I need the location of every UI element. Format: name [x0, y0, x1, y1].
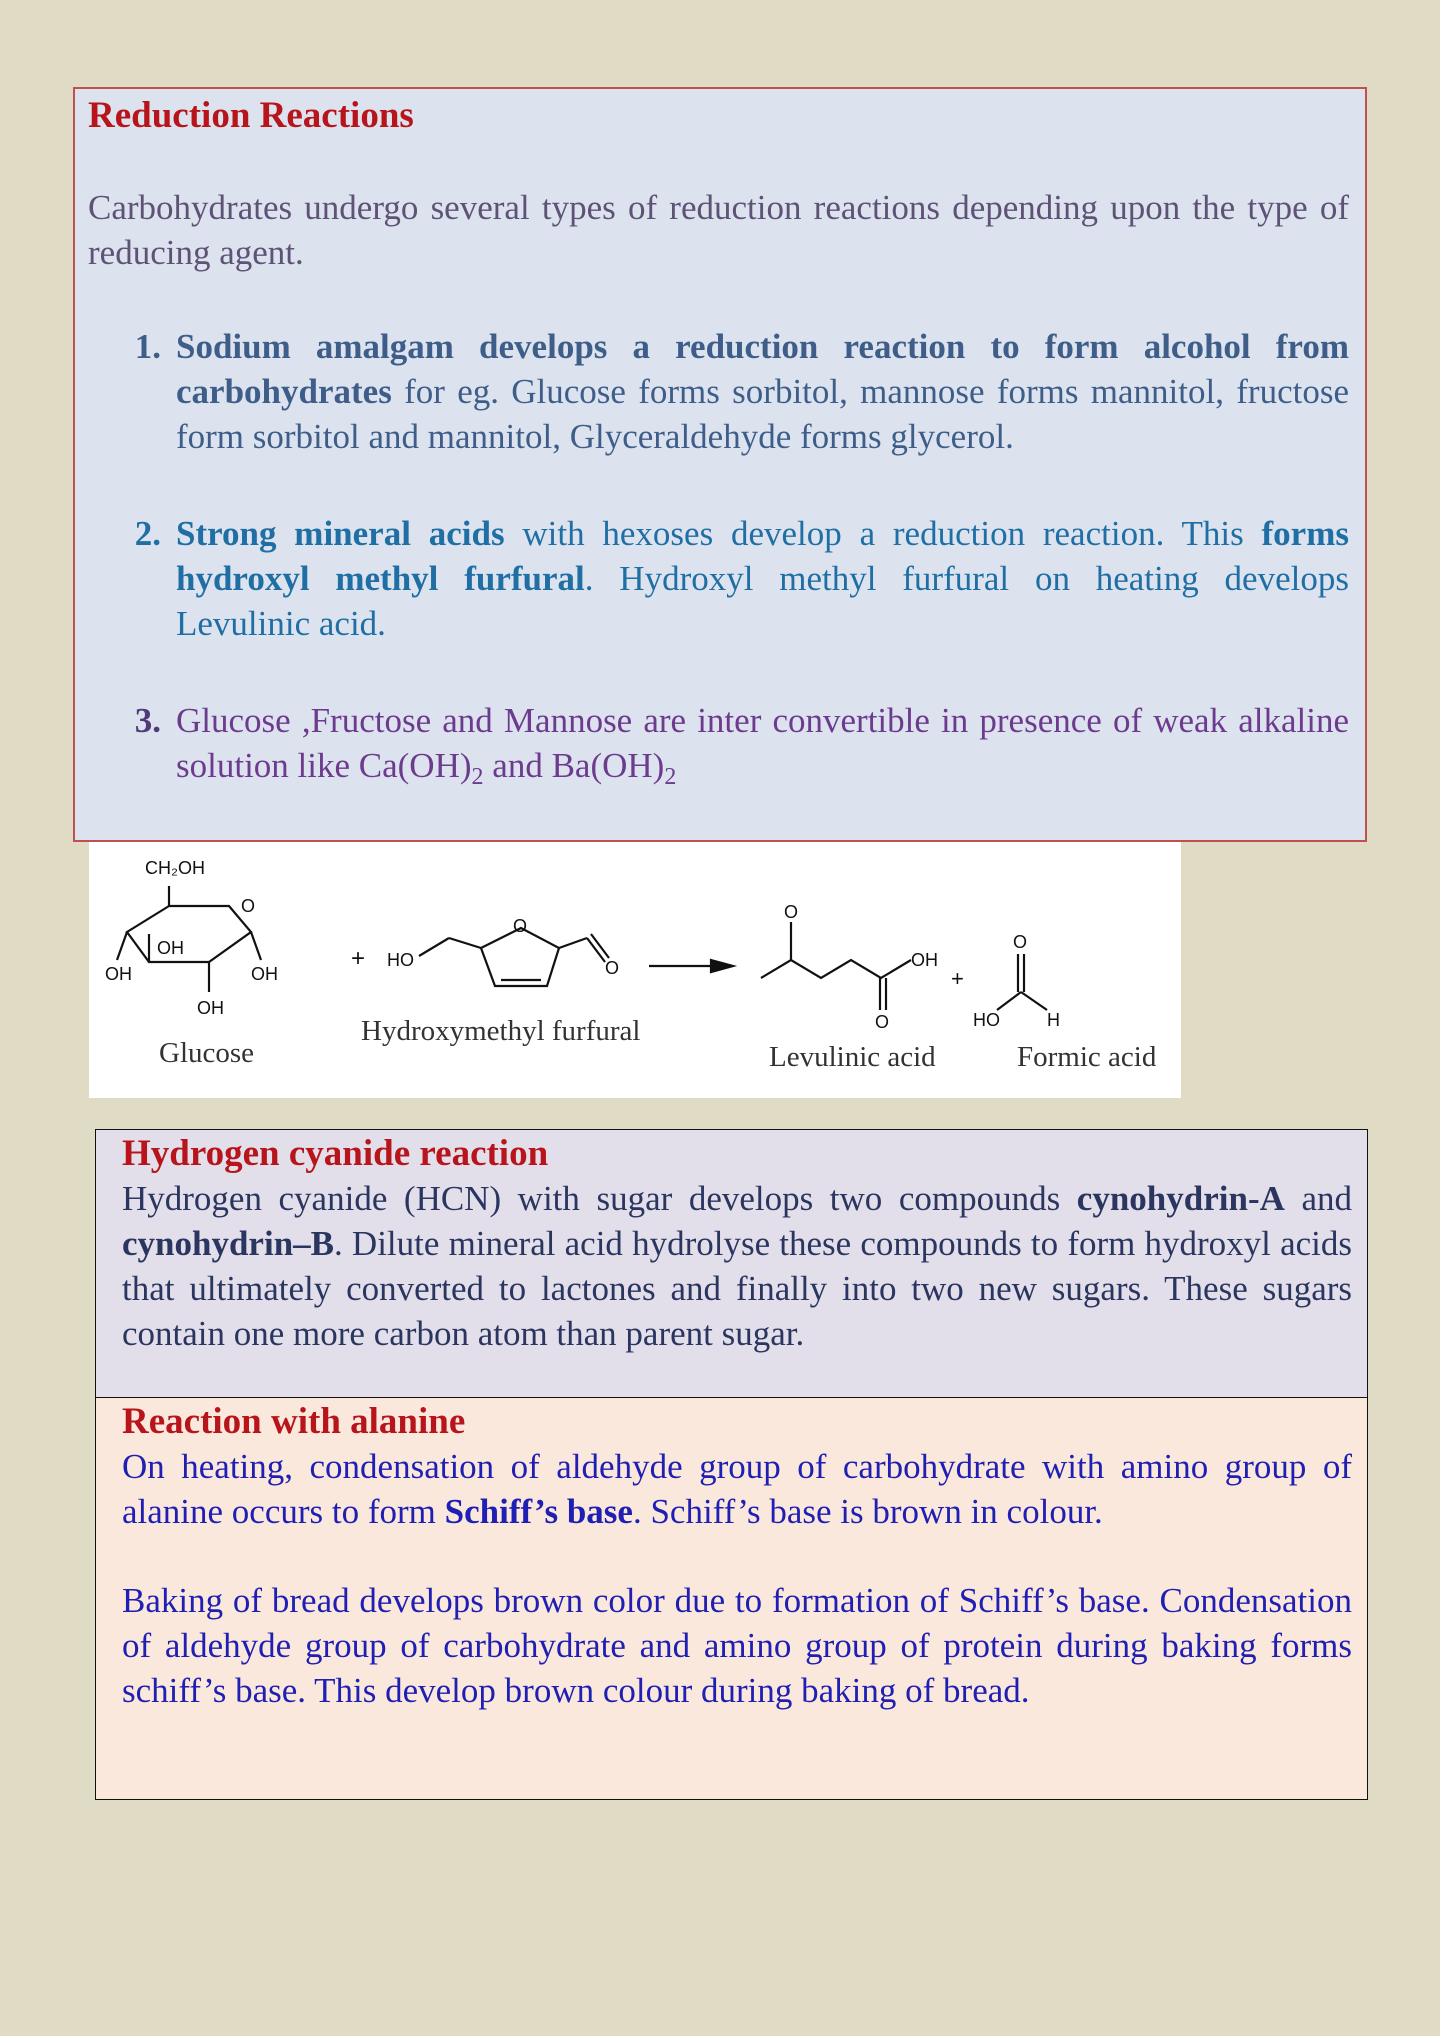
- acid-oxygen: O: [875, 1012, 890, 1032]
- list-item-text: . Hydroxyl methyl furfural on heating develops Levulinic acid.: [176, 559, 1349, 643]
- reduction-list: [88, 324, 1349, 788]
- glucose-structure: [117, 886, 261, 992]
- formic-structure: [997, 954, 1047, 1010]
- bold-term: cynohydrin–B: [122, 1224, 334, 1263]
- text: and: [1284, 1179, 1352, 1218]
- oh-label: OH: [197, 998, 224, 1018]
- cyanide-title: Hydrogen cyanide reaction: [122, 1133, 549, 1174]
- arrow-icon: [649, 960, 733, 972]
- reduction-intro: Carbohydrates undergo several types of reduction reactions depending upon the type of reducing agent.: [88, 188, 1349, 272]
- text: On heating, condensation of aldehyde group of carbohydrate with amino group of alanine occurs to form: [122, 1447, 1352, 1531]
- plus-sign: +: [351, 945, 366, 972]
- reduction-reactions-box: [73, 87, 1367, 842]
- hydrogen-cyanide-box: [95, 1129, 1368, 1398]
- list-number: 1.: [134, 327, 161, 366]
- list-item-text: with hexoses develop a reduction reaction. This: [504, 514, 1262, 553]
- oh-label: OH: [105, 964, 132, 984]
- ketone-oxygen: O: [784, 902, 799, 922]
- hmf-structure: [419, 928, 609, 986]
- subscript: 2: [664, 764, 677, 790]
- formic-oxygen: O: [1013, 932, 1028, 952]
- alanine-title: Reaction with alanine: [122, 1401, 466, 1442]
- ho-label: HO: [973, 1010, 1000, 1030]
- bold-term: cynohydrin-A: [1076, 1179, 1285, 1218]
- reaction-figure: [89, 842, 1181, 1098]
- list-item: [88, 511, 1349, 646]
- cyanide-paragraph: [122, 1176, 1352, 1356]
- levulinic-label: Levulinic acid: [769, 1041, 936, 1073]
- ho-label: HO: [387, 950, 414, 970]
- ring-oxygen: O: [241, 896, 256, 916]
- oh-label: OH: [251, 964, 278, 984]
- subscript: 2: [471, 764, 484, 790]
- h-label: H: [1047, 1010, 1060, 1030]
- list-item-bold: forms hydroxyl methyl furfural: [176, 514, 1349, 598]
- oh-label: OH: [911, 950, 938, 970]
- bold-term: Schiff’s base: [444, 1492, 633, 1531]
- list-item-text: and Ba(OH): [483, 746, 665, 785]
- reduction-title: Reduction Reactions: [88, 95, 414, 136]
- list-item-text: Glucose ,Fructose and Mannose are inter convertible in presence of weak alkaline solution like Ca(OH): [176, 701, 1349, 785]
- plus-sign: +: [951, 966, 964, 991]
- oh-label: OH: [157, 938, 184, 958]
- list-item-bold: Sodium amalgam develops a reduction reaction to form alcohol from carbohydrates: [176, 327, 1349, 411]
- alanine-reaction-box: [95, 1397, 1368, 1800]
- list-item-text: for eg. Glucose forms sorbitol, mannose forms mannitol, fructose form sorbitol and mannitol, Glyceraldehyde forms glycerol.: [176, 372, 1349, 456]
- list-item: [88, 324, 1349, 459]
- formic-label: Formic acid: [1017, 1041, 1157, 1073]
- alanine-paragraph-1: [122, 1444, 1352, 1534]
- alanine-paragraph-2: Baking of bread develops brown color due to formation of Schiff’s base. Condensation of aldehyde group of carbohydrate and amino group of protein during baking forms schiff’s base. This develop brown colour during baking of bread.: [122, 1581, 1352, 1710]
- text: Hydrogen cyanide (HCN) with sugar develops two compounds: [122, 1179, 1077, 1218]
- text: . Schiff’s base is brown in colour.: [632, 1492, 1103, 1531]
- ch2oh-label: CH₂OH: [145, 858, 205, 878]
- reaction-scheme: [89, 842, 1181, 1098]
- levulinic-structure: [761, 922, 911, 1010]
- furan-oxygen: O: [513, 916, 528, 936]
- list-item: [88, 698, 1349, 788]
- glucose-label: Glucose: [159, 1037, 255, 1069]
- list-item-bold: Strong mineral acids: [176, 514, 505, 553]
- text: . Dilute mineral acid hydrolyse these compounds to form hydroxyl acids that ultimately converted to lactones and finally into two new sugars. These sugars contain one more carbon atom than parent sugar.: [122, 1224, 1352, 1353]
- list-number: 2.: [134, 514, 161, 553]
- aldehyde-oxygen: O: [605, 958, 620, 978]
- hmf-label: Hydroxymethyl furfural: [361, 1015, 641, 1047]
- list-number: 3.: [134, 701, 161, 740]
